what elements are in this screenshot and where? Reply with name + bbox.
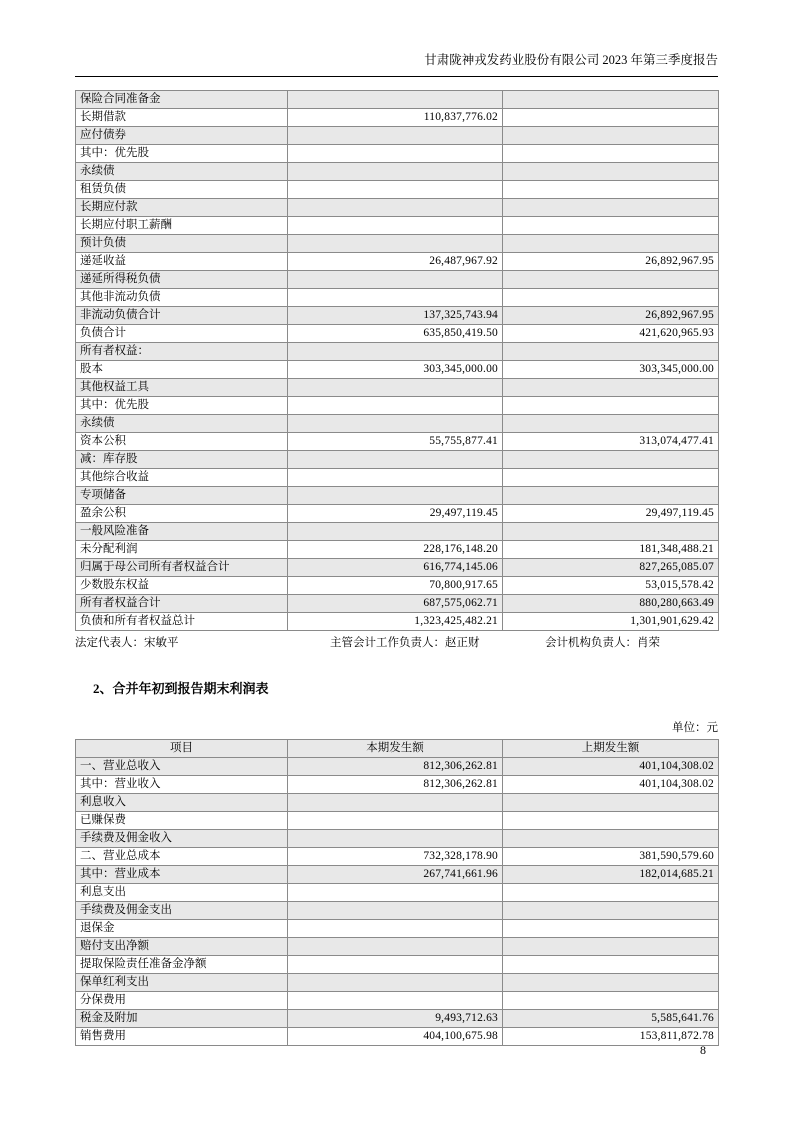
table-row [76,433,719,451]
unit-label: 单位：元 [672,722,718,734]
row-label: 提取保险责任准备金净额 [76,956,288,974]
row-label: 已赚保费 [76,812,288,830]
table-row [76,794,719,812]
row-value-current [288,487,503,505]
row-value-current [288,956,503,974]
row-value-current: 732,328,178.90 [288,848,503,866]
row-label: 未分配利润 [76,541,288,559]
row-value-previous: 1,301,901,629.42 [503,613,719,631]
table-row [76,776,719,794]
row-value-current [288,830,503,848]
row-value-current: 635,850,419.50 [288,325,503,343]
accounting-organization-head: 会计机构负责人：肖荣 [545,637,660,649]
table-row [76,415,719,433]
row-label: 减：库存股 [76,451,288,469]
table-row [76,848,719,866]
row-value-previous [503,145,719,163]
row-label: 股本 [76,361,288,379]
table-row [76,902,719,920]
row-value-current: 29,497,119.45 [288,505,503,523]
table-row [76,884,719,902]
table-row [76,271,719,289]
table-row [76,451,719,469]
row-label: 一、营业总收入 [76,758,288,776]
row-value-current: 228,176,148.20 [288,541,503,559]
row-value-current [288,992,503,1010]
row-value-previous: 26,892,967.95 [503,307,719,325]
row-value-current: 55,755,877.41 [288,433,503,451]
row-value-previous [503,469,719,487]
table-row [76,145,719,163]
row-label: 其中：优先股 [76,145,288,163]
row-label: 税金及附加 [76,1010,288,1028]
row-value-previous [503,127,719,145]
table-row [76,812,719,830]
row-value-previous: 182,014,685.21 [503,866,719,884]
row-label: 应付债券 [76,127,288,145]
income-statement-table [75,739,719,1046]
row-value-previous [503,884,719,902]
row-value-previous [503,794,719,812]
table-row [76,505,719,523]
row-label: 长期应付职工薪酬 [76,217,288,235]
row-label: 永续债 [76,415,288,433]
row-value-previous [503,343,719,361]
row-value-current [288,271,503,289]
row-value-current [288,145,503,163]
row-label: 负债和所有者权益总计 [76,613,288,631]
row-value-current: 616,774,145.06 [288,559,503,577]
row-label: 负债合计 [76,325,288,343]
row-value-previous: 827,265,085.07 [503,559,719,577]
row-label: 预计负债 [76,235,288,253]
row-value-previous: 181,348,488.21 [503,541,719,559]
row-value-previous: 303,345,000.00 [503,361,719,379]
signers-row [75,634,718,652]
row-value-previous [503,920,719,938]
row-value-current: 267,741,661.96 [288,866,503,884]
row-value-previous [503,199,719,217]
row-value-current: 687,575,062.71 [288,595,503,613]
table-row [76,217,719,235]
row-value-previous [503,830,719,848]
row-label: 分保费用 [76,992,288,1010]
row-value-current [288,91,503,109]
accounting-head: 主管会计工作负责人：赵正财 [330,637,480,649]
row-value-previous [503,415,719,433]
row-label: 所有者权益合计 [76,595,288,613]
table-row [76,559,719,577]
row-label: 归属于母公司所有者权益合计 [76,559,288,577]
row-value-previous [503,181,719,199]
row-label: 永续债 [76,163,288,181]
row-value-current [288,415,503,433]
row-label: 利息收入 [76,794,288,812]
row-label: 销售费用 [76,1028,288,1046]
row-value-previous [503,487,719,505]
row-label: 其中：营业成本 [76,866,288,884]
row-label: 二、营业总成本 [76,848,288,866]
row-label: 长期应付款 [76,199,288,217]
page-number: 8 [700,1043,706,1057]
table-row [76,1010,719,1028]
row-value-previous [503,397,719,415]
row-value-current [288,199,503,217]
row-value-previous [503,812,719,830]
table-row [76,127,719,145]
row-value-current [288,920,503,938]
row-value-previous: 401,104,308.02 [503,776,719,794]
row-value-previous [503,289,719,307]
table-row [76,361,719,379]
table-row [76,1028,719,1046]
table-row [76,181,719,199]
row-label: 利息支出 [76,884,288,902]
row-value-current [288,379,503,397]
row-value-current [288,451,503,469]
row-value-previous: 153,811,872.78 [503,1028,719,1046]
row-label: 少数股东权益 [76,577,288,595]
table-row [76,758,719,776]
column-header-previous: 上期发生额 [503,740,719,758]
table-row [76,289,719,307]
row-label: 其中：优先股 [76,397,288,415]
table-row [76,830,719,848]
row-value-previous [503,109,719,127]
table-header-row [76,740,719,758]
row-value-previous: 381,590,579.60 [503,848,719,866]
table-row [76,595,719,613]
row-label: 赔付支出净额 [76,938,288,956]
table-row [76,343,719,361]
page-header: 甘肃陇神戎发药业股份有限公司 2023 年第三季度报告 [424,53,718,67]
row-label: 非流动负债合计 [76,307,288,325]
row-value-previous: 421,620,965.93 [503,325,719,343]
row-label: 手续费及佣金收入 [76,830,288,848]
row-label: 递延收益 [76,253,288,271]
row-value-current [288,812,503,830]
row-label: 其他综合收益 [76,469,288,487]
row-value-current [288,289,503,307]
table-row [76,235,719,253]
row-value-current [288,343,503,361]
table-row [76,253,719,271]
row-value-current [288,163,503,181]
table-row [76,307,719,325]
row-label: 长期借款 [76,109,288,127]
row-value-previous: 401,104,308.02 [503,758,719,776]
table-row [76,974,719,992]
table-row [76,992,719,1010]
row-value-previous [503,523,719,541]
row-value-previous [503,235,719,253]
row-value-previous [503,379,719,397]
table-row [76,938,719,956]
row-value-previous [503,902,719,920]
row-value-previous: 26,892,967.95 [503,253,719,271]
row-label: 其他权益工具 [76,379,288,397]
row-value-previous: 313,074,477.41 [503,433,719,451]
column-header-item: 项目 [76,740,288,758]
row-value-previous [503,938,719,956]
row-label: 所有者权益： [76,343,288,361]
row-label: 其中：营业收入 [76,776,288,794]
row-value-current [288,794,503,812]
table-row [76,163,719,181]
balance-sheet-table [75,90,719,631]
row-value-previous: 53,015,578.42 [503,577,719,595]
row-value-current: 1,323,425,482.21 [288,613,503,631]
table-row [76,109,719,127]
page-content [75,90,718,1046]
row-value-current: 137,325,743.94 [288,307,503,325]
table-row [76,379,719,397]
table-row [76,613,719,631]
row-value-previous [503,91,719,109]
row-value-current: 404,100,675.98 [288,1028,503,1046]
row-value-current [288,884,503,902]
row-label: 资本公积 [76,433,288,451]
row-label: 保单红利支出 [76,974,288,992]
section-title: 2、合并年初到报告期末利润表 [93,681,269,696]
row-value-current [288,469,503,487]
row-label: 保险合同准备金 [76,91,288,109]
table-row [76,469,719,487]
table-row [76,199,719,217]
row-value-current: 812,306,262.81 [288,758,503,776]
row-value-current [288,974,503,992]
row-value-current [288,181,503,199]
row-label: 递延所得税负债 [76,271,288,289]
row-value-current [288,235,503,253]
row-value-current: 303,345,000.00 [288,361,503,379]
row-value-current [288,217,503,235]
column-header-current: 本期发生额 [288,740,503,758]
row-value-previous [503,451,719,469]
row-value-current [288,938,503,956]
table-row [76,541,719,559]
table-row [76,397,719,415]
row-value-current [288,902,503,920]
row-label: 退保金 [76,920,288,938]
row-value-current: 110,837,776.02 [288,109,503,127]
row-label: 其他非流动负债 [76,289,288,307]
row-label: 租赁负债 [76,181,288,199]
row-value-current: 9,493,712.63 [288,1010,503,1028]
row-value-previous [503,992,719,1010]
row-value-current [288,397,503,415]
table-row [76,91,719,109]
table-row [76,866,719,884]
row-value-current: 70,800,917.65 [288,577,503,595]
table-row [76,920,719,938]
row-label: 盈余公积 [76,505,288,523]
legal-representative: 法定代表人：宋敏平 [75,637,179,649]
table-row [76,577,719,595]
row-value-current: 812,306,262.81 [288,776,503,794]
table-row [76,325,719,343]
row-value-previous [503,163,719,181]
row-value-previous [503,217,719,235]
row-label: 手续费及佣金支出 [76,902,288,920]
row-value-previous: 880,280,663.49 [503,595,719,613]
table-row [76,487,719,505]
row-value-current [288,127,503,145]
table-row [76,523,719,541]
row-label: 一般风险准备 [76,523,288,541]
row-value-previous: 29,497,119.45 [503,505,719,523]
table-row [76,956,719,974]
row-value-previous [503,956,719,974]
row-label: 专项储备 [76,487,288,505]
row-value-previous [503,974,719,992]
row-value-current: 26,487,967.92 [288,253,503,271]
header-divider [75,76,718,77]
row-value-previous [503,271,719,289]
row-value-previous: 5,585,641.76 [503,1010,719,1028]
row-value-current [288,523,503,541]
